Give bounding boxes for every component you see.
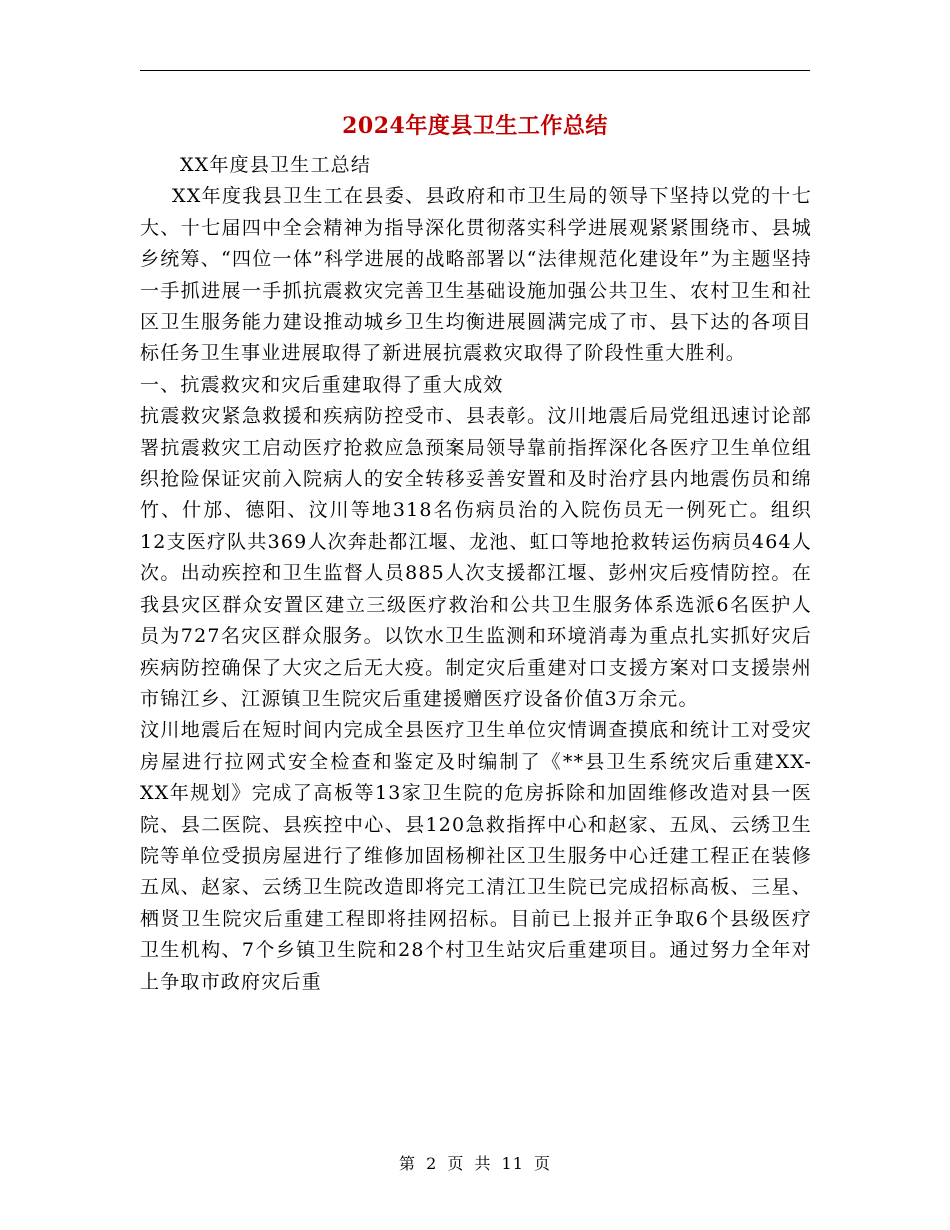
document-subtitle: XX年度县卫生工总结	[180, 154, 372, 176]
body-paragraph: 汶川地震后在短时间内完成全县医疗卫生单位灾情调查摸底和统计工对受灾房屋进行拉网式安全检查和鉴定及时编制了《**县卫生系统灾后重建XX-XX年规划》完成了高板等13家卫生院的危房拆除和加固维修改造对县一医院、县二医院、县疾控中心、县120急救指挥中心和赵家、五凤、云绣卫生院等单位受损房屋进行了维修加固杨柳社区卫生服务中心迁建工程正在装修五凤、赵家、云绣卫生院改造即将完工清江卫生院已完成招标高板、三星、栖贤卫生院灾后重建工程即将挂网招标。目前已上报并正争取6个县级医疗卫生机构、7个乡镇卫生院和28个村卫生站灾后重建项目。通过努力全年对上争取市政府灾后重	[140, 719, 812, 993]
section-heading: 一、抗震救灾和灾后重建取得了重大成效	[140, 373, 504, 396]
header-rule	[140, 70, 810, 71]
document-body	[140, 150, 812, 998]
page-number-footer: 第 2 页 共 11 页	[399, 1154, 551, 1173]
document-title: 2024年度县卫生工作总结	[342, 113, 608, 139]
body-paragraph: 抗震救灾紧急救援和疾病防控受市、县表彰。汶川地震后局党组迅速讨论部署抗震救灾工启动医疗抢救应急预案局领导靠前指挥深化各医疗卫生单位组织抢险保证灾前入院病人的安全转移妥善安置和及时治疗县内地震伤员和绵竹、什邡、德阳、汶川等地318名伤病员治的入院伤员无一例死亡。组织12支医疗队共369人次奔赴都江堰、龙池、虹口等地抢救转运伤病员464人次。出动疾控和卫生监督人员885人次支援都江堰、彭州灾后疫情防控。在我县灾区群众安置区建立三级医疗救治和公共卫生服务体系选派6名医护人员为727名灾区群众服务。以饮水卫生监测和环境消毒为重点扎实抓好灾后疾病防控确保了大灾之后无大疫。制定灾后重建对口支援方案对口支援崇州市锦江乡、江源镇卫生院灾后重建援赠医疗设备价值3万余元。	[140, 405, 812, 710]
intro-paragraph: XX年度我县卫生工在县委、县政府和市卫生局的领导下坚持以党的十七大、十七届四中全会精神为指导深化贯彻落实科学进展观紧紧围绕市、县城乡统筹、“四位一体”科学进展的战略部署以“法律规范化建设年”为主题坚持一手抓进展一手抓抗震救灾完善卫生基础设施加强公共卫生、农村卫生和社区卫生服务能力建设推动城乡卫生均衡进展圆满完成了市、县下达的各项目标任务卫生事业进展取得了新进展抗震救灾取得了阶段性重大胜利。	[140, 185, 812, 365]
